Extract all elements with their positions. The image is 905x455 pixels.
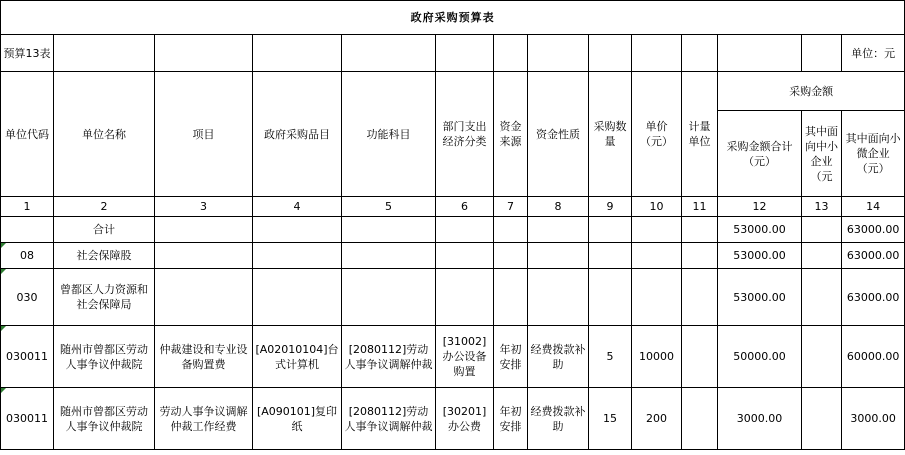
cell-econ <box>436 217 494 243</box>
cell-qty: 15 <box>589 388 632 450</box>
cell-item <box>253 269 342 326</box>
cell-nature <box>528 217 589 243</box>
cell-econ <box>436 243 494 269</box>
cell-func: [2080112]劳动人事争议调解仲裁 <box>342 326 436 388</box>
header-unit-price: 单价（元） <box>632 72 682 197</box>
cell-sme <box>802 217 842 243</box>
unit-note: 单位：元 <box>842 35 905 72</box>
cell-qty <box>589 243 632 269</box>
header-fund-source: 资金来源 <box>494 72 528 197</box>
header-quantity: 采购数量 <box>589 72 632 197</box>
col-number: 12 <box>718 197 802 217</box>
cell-econ: [31002]办公设备购置 <box>436 326 494 388</box>
header-fund-nature: 资金性质 <box>528 72 589 197</box>
cell-micro: 63000.00 <box>842 269 905 326</box>
cell-price <box>632 243 682 269</box>
cell-total: 50000.00 <box>718 326 802 388</box>
cell-item: [A090101]复印纸 <box>253 388 342 450</box>
cell-sme <box>802 326 842 388</box>
cell-price: 10000 <box>632 326 682 388</box>
col-number: 13 <box>802 197 842 217</box>
cell-code: 030 <box>1 269 54 326</box>
cell-item: [A02010104]台式计算机 <box>253 326 342 388</box>
cell-sme <box>802 243 842 269</box>
header-amount-group: 采购金额 <box>718 72 905 111</box>
table-row <box>1 243 905 269</box>
cell-unit <box>682 269 718 326</box>
table-row <box>1 217 905 243</box>
col-number: 1 <box>1 197 54 217</box>
cell-code <box>1 217 54 243</box>
header-amount-total: 采购金额合计（元） <box>718 111 802 197</box>
cell-unit <box>682 217 718 243</box>
cell-func: [2080112]劳动人事争议调解仲裁 <box>342 388 436 450</box>
cell-item <box>253 243 342 269</box>
cell-total: 53000.00 <box>718 217 802 243</box>
cell-qty <box>589 217 632 243</box>
col-number: 14 <box>842 197 905 217</box>
header-unit-code: 单位代码 <box>1 72 54 197</box>
cell-func <box>342 217 436 243</box>
cell-name: 曾都区人力资源和社会保障局 <box>54 269 155 326</box>
cell-unit <box>682 388 718 450</box>
col-number: 6 <box>436 197 494 217</box>
cell-source <box>494 217 528 243</box>
cell-price <box>632 217 682 243</box>
form-id: 预算13表 <box>1 35 54 72</box>
cell-sme <box>802 388 842 450</box>
cell-total: 53000.00 <box>718 243 802 269</box>
col-number: 5 <box>342 197 436 217</box>
cell-func <box>342 269 436 326</box>
cell-total: 53000.00 <box>718 269 802 326</box>
cell-qty: 5 <box>589 326 632 388</box>
cell-func <box>342 243 436 269</box>
cell-qty <box>589 269 632 326</box>
cell-name: 随州市曾都区劳动人事争议仲裁院 <box>54 326 155 388</box>
header-micro: 其中面向小微企业（元） <box>842 111 905 197</box>
cell-project <box>155 243 253 269</box>
col-number: 3 <box>155 197 253 217</box>
cell-unit <box>682 326 718 388</box>
cell-price <box>632 269 682 326</box>
col-number: 7 <box>494 197 528 217</box>
header-econ-class: 部门支出经济分类 <box>436 72 494 197</box>
cell-micro: 3000.00 <box>842 388 905 450</box>
table-row <box>1 326 905 388</box>
cell-micro: 63000.00 <box>842 217 905 243</box>
table-row <box>1 388 905 450</box>
table-title: 政府采购预算表 <box>1 1 905 35</box>
cell-econ <box>436 269 494 326</box>
cell-nature: 经费拨款补助 <box>528 326 589 388</box>
col-number: 8 <box>528 197 589 217</box>
cell-nature: 经费拨款补助 <box>528 388 589 450</box>
header-procurement-item: 政府采购品目 <box>253 72 342 197</box>
cell-micro: 60000.00 <box>842 326 905 388</box>
col-number: 4 <box>253 197 342 217</box>
cell-project: 劳动人事争议调解仲裁工作经费 <box>155 388 253 450</box>
cell-nature <box>528 269 589 326</box>
cell-total: 3000.00 <box>718 388 802 450</box>
cell-nature <box>528 243 589 269</box>
cell-source <box>494 269 528 326</box>
cell-price: 200 <box>632 388 682 450</box>
header-project: 项目 <box>155 72 253 197</box>
header-function-subject: 功能科目 <box>342 72 436 197</box>
cell-project: 仲裁建设和专业设备购置费 <box>155 326 253 388</box>
cell-sme <box>802 269 842 326</box>
header-unit-name: 单位名称 <box>54 72 155 197</box>
cell-code: 030011 <box>1 388 54 450</box>
cell-micro: 63000.00 <box>842 243 905 269</box>
col-number: 10 <box>632 197 682 217</box>
table-row <box>1 269 905 326</box>
cell-name: 随州市曾都区劳动人事争议仲裁院 <box>54 388 155 450</box>
cell-code: 08 <box>1 243 54 269</box>
cell-unit <box>682 243 718 269</box>
cell-name: 合计 <box>54 217 155 243</box>
cell-source: 年初安排 <box>494 326 528 388</box>
cell-item <box>253 217 342 243</box>
header-measure-unit: 计量单位 <box>682 72 718 197</box>
cell-project <box>155 217 253 243</box>
cell-code: 030011 <box>1 326 54 388</box>
cell-source <box>494 243 528 269</box>
cell-source: 年初安排 <box>494 388 528 450</box>
header-sme: 其中面向中小企业（元 <box>802 111 842 197</box>
col-number: 11 <box>682 197 718 217</box>
col-number: 9 <box>589 197 632 217</box>
col-number: 2 <box>54 197 155 217</box>
cell-econ: [30201]办公费 <box>436 388 494 450</box>
cell-name: 社会保障股 <box>54 243 155 269</box>
cell-project <box>155 269 253 326</box>
